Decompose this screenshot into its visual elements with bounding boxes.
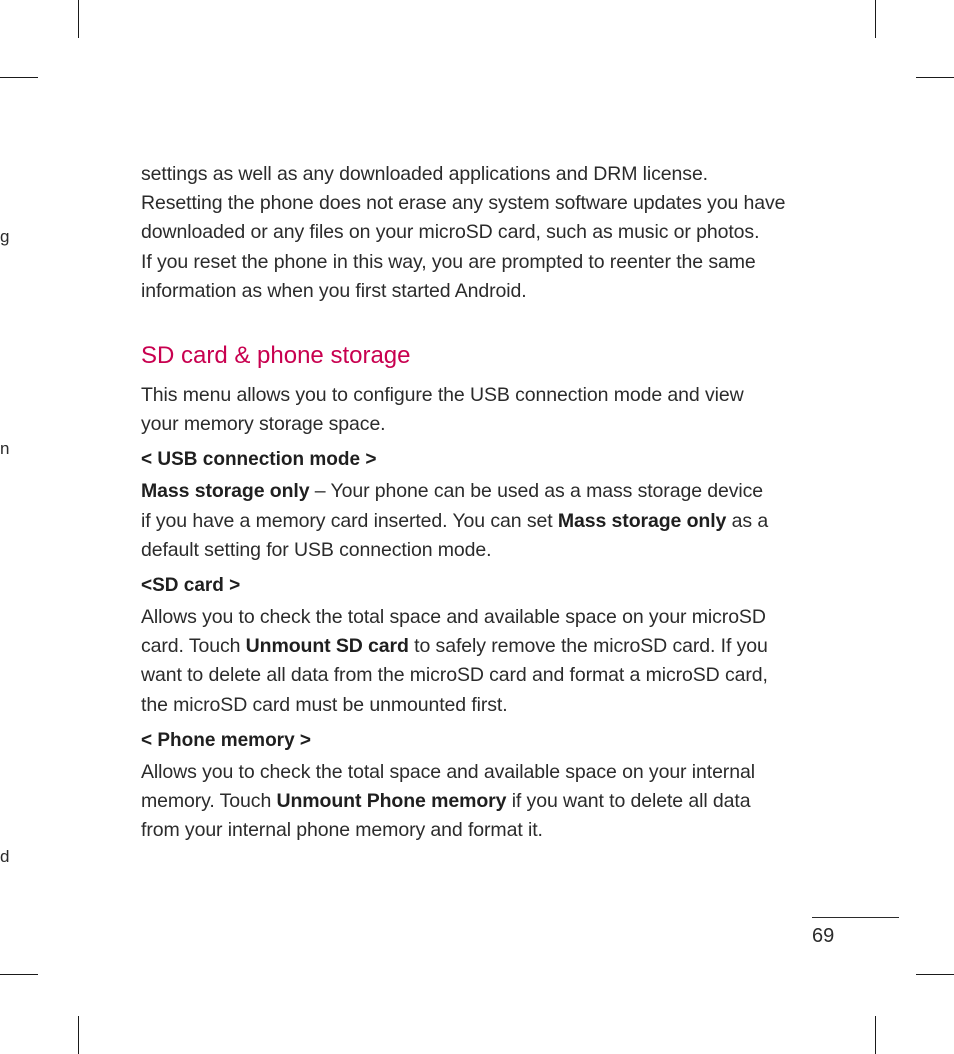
page-number: 69 — [812, 925, 835, 947]
sd-card-heading: <SD card > — [141, 575, 241, 597]
crop-mark-left-bottom — [0, 974, 38, 975]
text-line: the microSD card must be unmounted first. — [141, 693, 508, 716]
text-line — [141, 787, 841, 816]
text-line: If you reset the phone in this way, you are prompted to reenter the same — [141, 250, 756, 273]
term-mass-storage: Mass storage only — [557, 509, 727, 532]
text-line — [141, 507, 841, 536]
term-unmount-sd: Unmount SD card — [245, 635, 409, 658]
footer-rule — [812, 917, 899, 918]
intro-paragraph — [141, 160, 841, 306]
text-line: This menu allows you to configure the USB connection mode and view — [141, 384, 744, 407]
edge-fragment: d — [0, 847, 10, 866]
term-mass-storage: Mass storage only — [141, 480, 310, 503]
crop-mark-right-bottom — [916, 974, 954, 975]
text-line: Resetting the phone does not erase any system software updates you have — [141, 192, 786, 215]
text-run: card. Touch — [141, 635, 246, 658]
text-line: downloaded or any files on your microSD card, such as music or photos. — [141, 221, 760, 244]
text-run: if you want to delete all data — [506, 790, 751, 813]
sd-card-paragraph — [141, 603, 841, 720]
crop-mark-top-left — [78, 0, 79, 38]
phone-memory-paragraph — [141, 758, 841, 846]
text-line: your memory storage space. — [141, 413, 386, 436]
text-line: information as when you first started Android. — [141, 279, 527, 302]
crop-mark-bottom-right — [875, 1016, 876, 1054]
text-line: from your internal phone memory and format it. — [141, 819, 543, 842]
text-line: Allows you to check the total space and available space on your internal — [141, 760, 755, 783]
crop-mark-right-top — [916, 77, 954, 78]
page-content — [141, 160, 841, 845]
term-unmount-phone: Unmount Phone memory — [276, 790, 507, 813]
text-line: want to delete all data from the microSD card and format a microSD card, — [141, 664, 768, 687]
text-run: as a — [726, 509, 769, 532]
phone-memory-heading: < Phone memory > — [141, 729, 312, 751]
usb-mode-heading: < USB connection mode > — [141, 449, 377, 471]
text-run: if you have a memory card inserted. You can set — [141, 509, 558, 532]
crop-mark-top-right — [875, 0, 876, 38]
section-title: SD card & phone storage — [141, 342, 411, 370]
edge-fragment: g — [0, 227, 10, 246]
text-line — [141, 477, 841, 506]
crop-mark-bottom-left — [78, 1016, 79, 1054]
text-run: memory. Touch — [141, 790, 277, 813]
edge-fragment: n — [0, 439, 10, 458]
text-run: to safely remove the microSD card. If you — [408, 635, 768, 658]
section-intro — [141, 381, 841, 439]
text-line: settings as well as any downloaded applications and DRM license. — [141, 163, 709, 185]
text-line: Allows you to check the total space and available space on your microSD — [141, 606, 766, 629]
crop-mark-left-top — [0, 77, 38, 78]
text-line — [141, 632, 841, 661]
text-run: – Your phone can be used as a mass storage device — [309, 480, 764, 503]
text-line: default setting for USB connection mode. — [141, 538, 492, 561]
usb-mode-paragraph — [141, 477, 841, 565]
